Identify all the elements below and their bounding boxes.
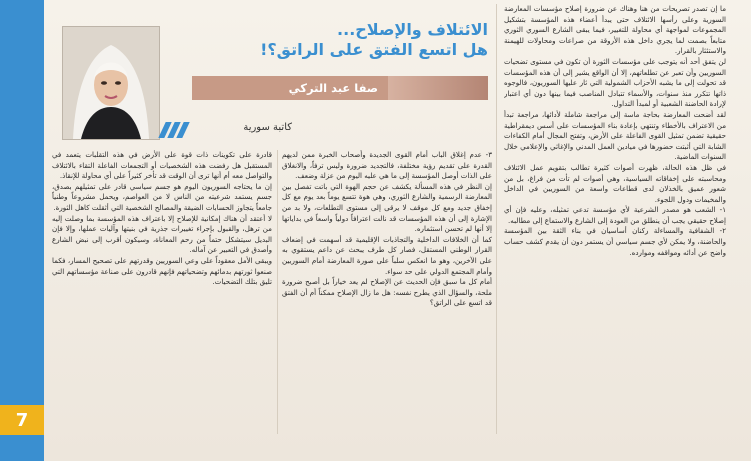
paragraph: قادرة على تكوينات ذات قوة على الأرض في هذه التقلبات يتعمد في المستقبل هل رفضت هذه الشخصيات أو التجمعات الفاعلة التقاء بالائتلاف والتواصل معه أم أنها ترى أن الوقت قد تأخر كثيراً على أي محاولة للإنقاذ. [52, 150, 272, 181]
author-photo [62, 26, 160, 140]
author-role: كاتبة سورية [243, 122, 292, 133]
article-title [192, 20, 488, 60]
decorative-stripes [160, 122, 194, 138]
paragraph: كما أن الخلافات الداخلية والتجاذبات الإقليمية قد أسهمت في إضعاف القرار الوطني المستقل، فصار كل طرف يبحث عن داعم يستقوي به على الآخرين، وهو ما انعكس سلباً على صورة المعارضة أمام السوريين وأمام المجتمع الدولي على حد سواء. [282, 234, 492, 276]
paragraph: ٢- الشفافية والمساءلة ركنان أساسيان في بناء الثقة بين المؤسسة والحاضنة، ولا يمكن لأي جسم سياسي أن يستمر دون أن يقدم كشف حساب واضح عن أدائه ومواقفه وموارده. [504, 226, 726, 257]
paragraph: لن يتفق أحد أنه يتوجب على مؤسسات الثورة أن تكون في مستوى تضحيات السوريين وأن تعبر عن تطلعاتهم، إلا أن الواقع يشير إلى أن هذه المؤسسات قد تحولت إلى ما يشبه الأحزاب الشمولية التي ثار عليها السوريون، فالوجوه ذاتها تتكرر منذ سنوات، والأسماء تتبادل المناصب فيما بينها دون أي اعتبار لإرادة الحاضنة الشعبية أو لمبدأ التداول. [504, 56, 726, 109]
paragraph: في ظل هذه الحالة، ظهرت أصوات كثيرة تطالب بتقويم عمل الائتلاف ومحاسبته على إخفاقاته السياسية، وهي أصوات لم تأت من فراغ، بل من شعور عميق بالخذلان لدى قطاعات واسعة من السوريين في الداخل والمخيمات ودول اللجوء. [504, 162, 726, 204]
page-number: 7 [0, 405, 44, 435]
text-column-right [504, 4, 726, 434]
paragraph: لقد أضحت المعارضة بحاجة ماسة إلى مراجعة شاملة لأدائها، مراجعة تبدأ من الاعتراف بالأخطاء وتنتهي بإعادة بناء المؤسسات على أسس ديمقراطية حقيقية تضمن تمثيل القوى الفاعلة على الأرض، وتفتح المجال أمام الكفاءات الشابة التي أثبتت حضورها في ميادين العمل المدني والإغاثي والإعلامي خلال السنوات الماضية. [504, 109, 726, 162]
paragraph: أمام كل ما سبق فإن الحديث عن الإصلاح لم يعد خياراً بل أصبح ضرورة ملحة، والسؤال الذي يطرح نفسه: هل ما زال الإصلاح ممكناً أم أن الفتق قد اتسع على الراتق؟ [282, 277, 492, 308]
author-name-bar [192, 76, 388, 100]
left-color-strip [0, 0, 44, 461]
article-header [52, 18, 492, 146]
column-divider-left [277, 150, 278, 434]
name-bar-accent [388, 76, 488, 100]
paragraph: إن ما يحتاجه السوريون اليوم هو جسم سياسي قادر على تمثيلهم بصدق، جسم يستمد شرعيته من الناس لا من العواصم، ويحمل مشروعاً وطنياً جامعاً يتجاوز الحسابات الضيقة والمصالح الشخصية التي أثقلت كاهل الثورة. [52, 181, 272, 212]
paragraph: ٣- عدم إغلاق الباب أمام القوى الجديدة وأصحاب الخبرة ممن لديهم القدرة على تقديم رؤية مختلفة، فالتجديد ضرورة وليس ترفاً، والانغلاق على الذات أوصل المؤسسة إلى ما هي عليه اليوم من عزلة وضعف. [282, 150, 492, 181]
column-divider-right [496, 4, 497, 434]
author-portrait-image [63, 27, 159, 139]
title-line-1: الائتلاف والإصلاح... [337, 20, 488, 39]
text-column-left [52, 150, 272, 436]
paragraph: ويبقى الأمل معقوداً على وعي السوريين وقدرتهم على تصحيح المسار، فكما صنعوا ثورتهم بدمائهم وتضحياتهم فإنهم قادرون على صناعة مؤسساتهم التي تليق بتلك التضحيات. [52, 255, 272, 287]
title-line-2: هل اتسع الفتق على الراتق؟! [260, 40, 488, 59]
paragraph: ما إن تصدر تصريحات من هنا وهناك عن ضرورة إصلاح مؤسسات المعارضة السورية وعلى رأسها الائتلاف حتى يبدأ أعضاء هذه المؤسسة بتشكيل المجموعات لمواجهة أي محاولة للتغيير، فيما يبقى الشارع السوري الثوري متابعاً بصمت لما يجري داخل هذه الأروقة من صراعات ومحاولات للهيمنة والاستئثار بالقرار. [504, 4, 726, 56]
paragraph: لا أعتقد أن هناك إمكانية للإصلاح إلا باعتراف هذه المؤسسة بما وصلت إليه من ترهل، والقبول بإجراء تغييرات جذرية في بنيتها وآليات عملها، وإلا فإن البديل سيتشكل حتماً من رحم المعاناة، وسيكون أقرب إلى نبض الشارع وأصدق في التعبير عن آماله. [52, 213, 272, 255]
paragraph: ١- الشعب هو مصدر الشرعية لأي مؤسسة تدعي تمثيله، وعليه فإن أي إصلاح حقيقي يجب أن ينطلق من العودة إلى الشارع والاستماع إلى مطالبه. [504, 205, 726, 225]
paragraph: إن النظر في هذه المسألة يكشف عن حجم الهوة التي باتت تفصل بين المعارضة الرسمية والشارع الثوري، وهي هوة تتسع يوماً بعد يوم مع كل إخفاق جديد ومع كل موقف لا يرقى إلى مستوى التطلعات، ولا بد من الإشارة إلى أن هذه المؤسسات قد نالت اعترافاً دولياً واسعاً في بداياتها إلا أنها لم تحسن استثماره. [282, 181, 492, 234]
text-column-middle [282, 150, 492, 436]
author-name: صفا عبد التركي [288, 81, 378, 95]
